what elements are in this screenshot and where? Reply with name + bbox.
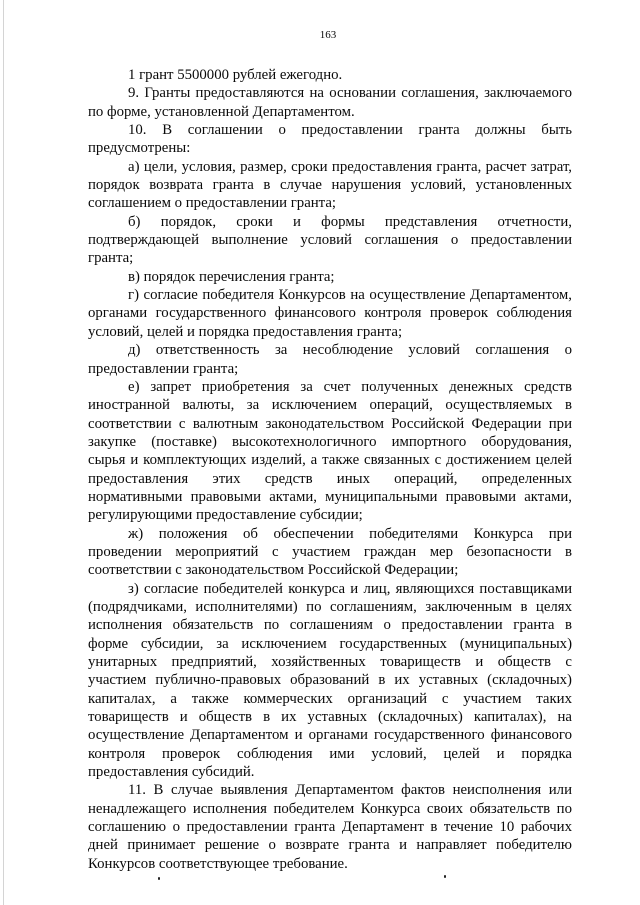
text-line: участием публично-правовых образований в их уставных (складочных)	[88, 672, 572, 689]
text-line: органами государственного финансового контроля проверок соблюдения	[88, 305, 572, 322]
paragraph-10-d	[88, 341, 572, 378]
paragraph-11	[88, 781, 572, 873]
text-line: иностранной валюты, за исключением операций, осуществляемых в	[88, 397, 572, 414]
text-line: предоставления этих средств иных операций, определенных	[88, 470, 572, 487]
paragraph-10-v	[88, 268, 572, 286]
paragraph	[88, 66, 572, 84]
paragraph-10-z	[88, 580, 572, 782]
text-line: дней принимает решение о возврате гранта и направляет победителю	[88, 837, 572, 854]
scan-speck	[444, 875, 446, 878]
paragraph-10-b	[88, 213, 572, 268]
text-line: унитарных предприятий, хозяйственных товариществ и обществ с	[88, 654, 572, 670]
text-line: закупке (поставке) высокотехнологичного импортного оборудования,	[88, 433, 572, 450]
text-line: по форме, установленной Департаментом.	[88, 103, 355, 120]
text-line: 11. В случае выявления Департаментом фактов неисполнения или	[128, 782, 572, 799]
paragraph-10-a	[88, 158, 572, 213]
text-line: предоставления субсидий.	[88, 764, 255, 781]
text-line: соглашению о предоставлении гранта Департамент в течение 10 рабочих	[88, 819, 572, 836]
text-line: 10. В соглашении о предоставлении гранта должны быть	[128, 122, 572, 139]
text-line: е) запрет приобретения за счет полученных денежных средств	[128, 378, 572, 395]
text-line: предусмотрены:	[88, 140, 191, 157]
text-line: контроля проверок соблюдения ими условий, целей и порядка	[88, 745, 572, 762]
paragraph-10	[88, 121, 572, 158]
text-line: подтверждающей выполнение условий соглашения о предоставлении	[88, 232, 572, 249]
text-line: в) порядок перечисления гранта;	[128, 268, 335, 285]
text-line: ненадлежащего исполнения победителем Конкурса своих обязательств по	[88, 800, 572, 817]
scan-edge	[3, 0, 4, 905]
document-body	[88, 66, 572, 873]
text-line: порядок возврата гранта в случае нарушения условий, установленных	[88, 177, 572, 194]
text-line: соглашением о предоставлении гранта;	[88, 195, 337, 212]
text-line: сырья и комплектующих изделий, а также связанных с достижением целей	[88, 452, 572, 469]
scan-speck	[158, 877, 160, 880]
text-line: условий, целей и порядка предоставления гранта;	[88, 323, 403, 340]
text-line: г) согласие победителя Конкурсов на осуществление Департаментом,	[128, 287, 572, 304]
text-line: 9. Гранты предоставляются на основании соглашения, заключаемого	[128, 85, 572, 102]
paragraph-10-zh	[88, 525, 572, 580]
text-line: ж) положения об обеспечении победителями Конкурса при	[128, 525, 572, 542]
text-line: осуществление Департаментом и органами государственного финансового	[88, 727, 572, 744]
text-line: 1 грант 5500000 рублей ежегодно.	[128, 67, 343, 83]
text-line: предоставлении гранта;	[88, 360, 239, 377]
page-number: 163	[319, 29, 337, 41]
text-line: форме субсидии, за исключением государственных (муниципальных)	[88, 635, 572, 652]
paragraph-9	[88, 84, 572, 121]
text-line: а) цели, условия, размер, сроки предоставления гранта, расчет затрат,	[128, 158, 572, 175]
text-line: товариществ и обществ в их уставных (складочных) капиталах), на	[88, 709, 572, 726]
text-line: (подрядчиками, исполнителями) по соглашениям, заключенным в целях	[88, 598, 572, 615]
paragraph-10-e	[88, 378, 572, 525]
text-line: капиталах, а также коммерческих организаций с участием таких	[88, 690, 572, 707]
text-line: д) ответственность за несоблюдение условий соглашения о	[128, 342, 572, 359]
text-line: гранта;	[88, 250, 134, 267]
text-line: проведении мероприятий с участием граждан мер безопасности в	[88, 543, 572, 560]
text-line: нормативными правовыми актами, муниципальными правовыми актами,	[88, 488, 572, 505]
text-line: исполнения обязательств по соглашениям о предоставлении гранта в	[88, 617, 572, 634]
text-line: з) согласие победителей конкурса и лиц, являющихся поставщиками	[128, 580, 572, 597]
text-line: регулирующими предоставление субсидии;	[88, 507, 363, 524]
text-line: соответствии с валютным законодательством Российской Федерации при	[88, 415, 572, 432]
text-line: Конкурсов соответствующее требование.	[88, 855, 348, 872]
text-line: б) порядок, сроки и формы представления отчетности,	[128, 213, 572, 230]
paragraph-10-g	[88, 286, 572, 341]
text-line: соответствии с законодательством Российской Федерации;	[88, 562, 459, 579]
